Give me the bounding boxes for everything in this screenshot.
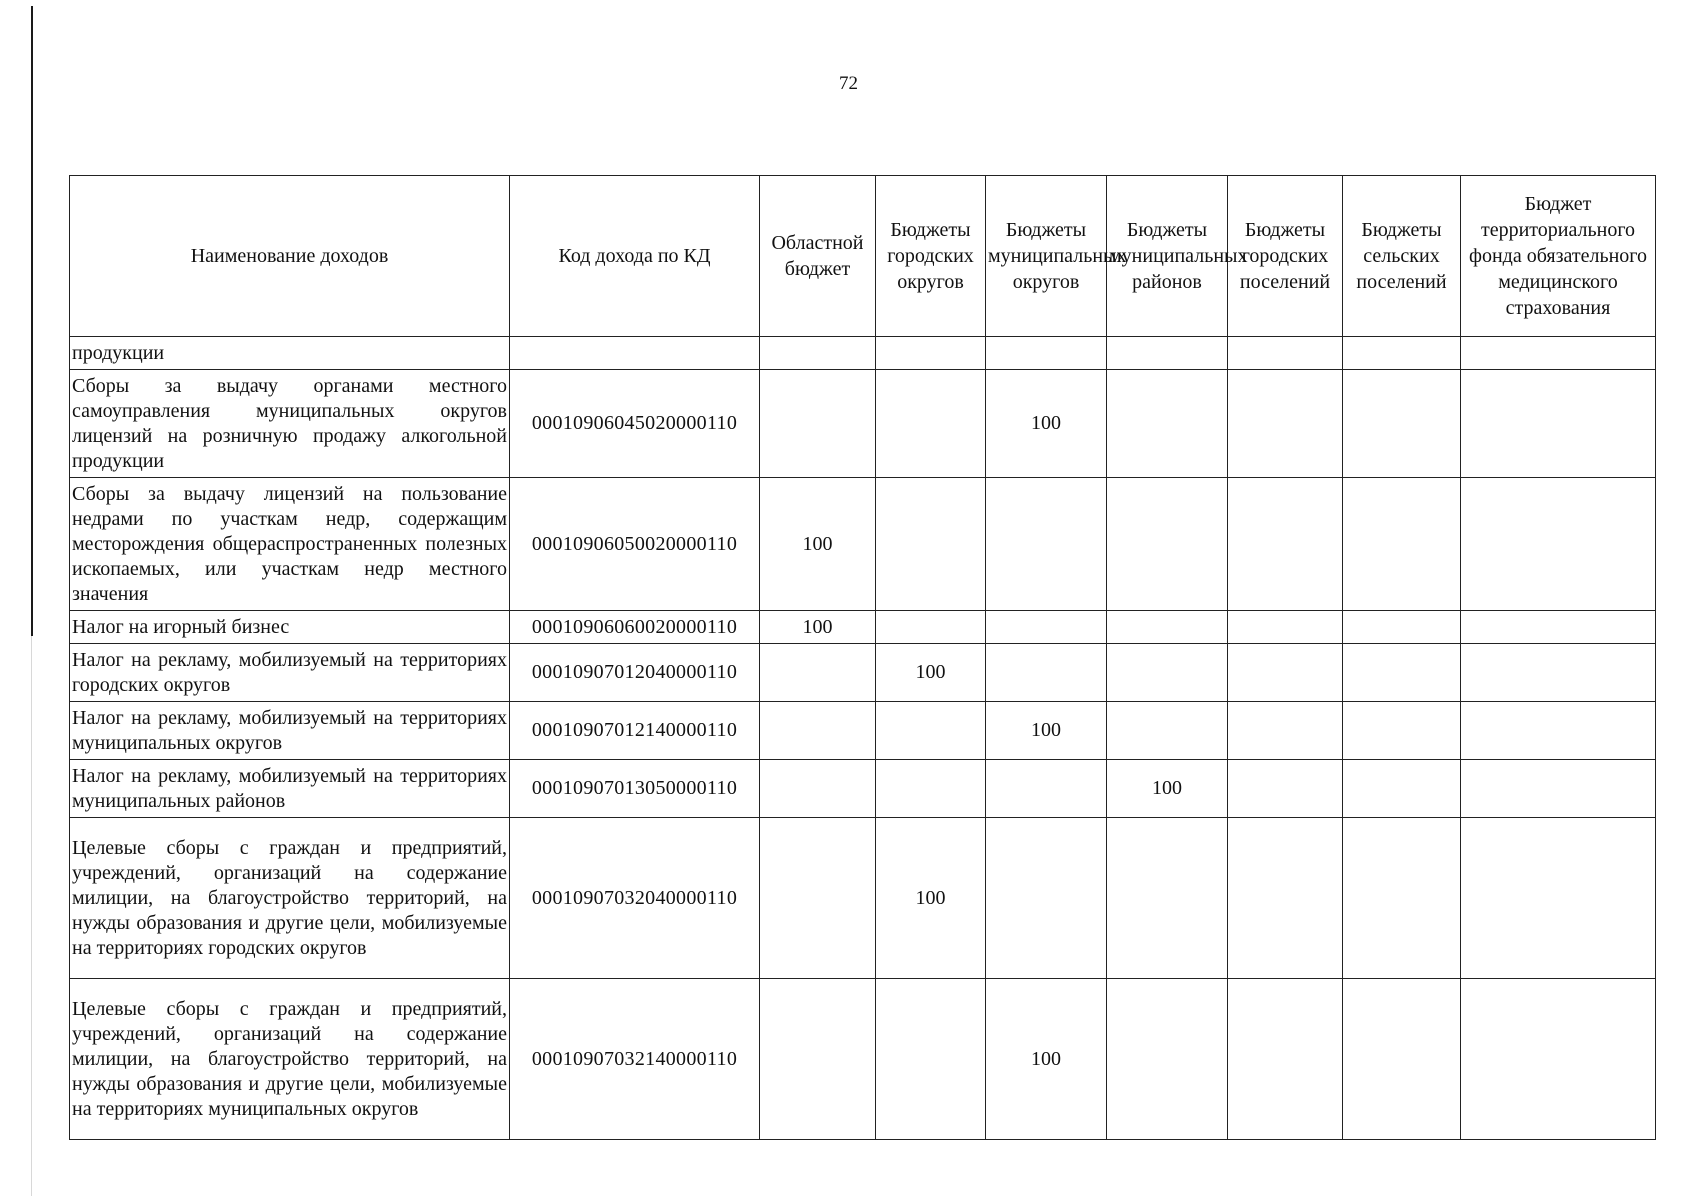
urban-districts-cell: 100	[876, 644, 986, 702]
municipal-districts-cell: 100	[986, 979, 1107, 1140]
rural-settlements-cell	[1343, 370, 1461, 478]
municipal-regions-cell: 100	[1107, 760, 1228, 818]
rural-settlements-cell	[1343, 478, 1461, 611]
table-row	[70, 370, 1656, 478]
urban-districts-cell	[876, 478, 986, 611]
urban-districts-cell	[876, 370, 986, 478]
revenue-code-cell: 00010907012040000110	[510, 644, 760, 702]
medical-fund-cell	[1461, 478, 1656, 611]
urban-districts-cell	[876, 611, 986, 644]
regional-budget-cell	[760, 337, 876, 370]
revenue-name-cell: Сборы за выдачу лицензий на пользование недрами по участкам недр, содержащим месторождения общераспространенных полезных ископаемых, или участкам недр местного значения	[70, 478, 510, 611]
header-revenue-name: Наименование доходов	[70, 176, 510, 337]
urban-districts-cell	[876, 979, 986, 1140]
header-urban-settlements: Бюджеты городских поселений	[1228, 176, 1343, 337]
revenue-distribution-table	[69, 175, 1656, 1140]
header-rural-settlements: Бюджеты сельских поселений	[1343, 176, 1461, 337]
regional-budget-cell: 100	[760, 611, 876, 644]
table-row	[70, 760, 1656, 818]
revenue-code-cell: 00010906050020000110	[510, 478, 760, 611]
rural-settlements-cell	[1343, 818, 1461, 979]
revenue-code-cell: 00010906060020000110	[510, 611, 760, 644]
page-number: 72	[839, 73, 858, 94]
urban-settlements-cell	[1228, 370, 1343, 478]
urban-settlements-cell	[1228, 760, 1343, 818]
table-row	[70, 337, 1656, 370]
medical-fund-cell	[1461, 760, 1656, 818]
medical-fund-cell	[1461, 818, 1656, 979]
urban-settlements-cell	[1228, 644, 1343, 702]
margin-line	[31, 6, 33, 636]
margin-line-faint	[31, 636, 32, 1196]
table-row	[70, 979, 1656, 1140]
municipal-districts-cell	[986, 337, 1107, 370]
revenue-code-cell: 00010907032040000110	[510, 818, 760, 979]
header-revenue-code: Код дохода по КД	[510, 176, 760, 337]
table-row	[70, 818, 1656, 979]
municipal-districts-cell	[986, 818, 1107, 979]
table-header-row	[70, 176, 1656, 337]
regional-budget-cell	[760, 979, 876, 1140]
municipal-districts-cell: 100	[986, 702, 1107, 760]
regional-budget-cell	[760, 818, 876, 979]
municipal-regions-cell	[1107, 818, 1228, 979]
revenue-name-cell: Сборы за выдачу органами местного самоуправления муниципальных округов лицензий на розничную продажу алкогольной продукции	[70, 370, 510, 478]
urban-settlements-cell	[1228, 611, 1343, 644]
municipal-regions-cell	[1107, 337, 1228, 370]
table-row	[70, 611, 1656, 644]
table-row	[70, 644, 1656, 702]
municipal-districts-cell	[986, 644, 1107, 702]
header-regional-budget: Областной бюджет	[760, 176, 876, 337]
medical-fund-cell	[1461, 611, 1656, 644]
revenue-name-cell: Налог на рекламу, мобилизуемый на территориях городских округов	[70, 644, 510, 702]
revenue-code-cell	[510, 337, 760, 370]
urban-settlements-cell	[1228, 702, 1343, 760]
municipal-districts-cell	[986, 611, 1107, 644]
municipal-districts-cell	[986, 478, 1107, 611]
urban-settlements-cell	[1228, 818, 1343, 979]
revenue-code-cell: 00010907012140000110	[510, 702, 760, 760]
rural-settlements-cell	[1343, 337, 1461, 370]
urban-settlements-cell	[1228, 478, 1343, 611]
revenue-name-cell: Налог на рекламу, мобилизуемый на территориях муниципальных округов	[70, 702, 510, 760]
municipal-regions-cell	[1107, 370, 1228, 478]
municipal-districts-cell: 100	[986, 370, 1107, 478]
header-medical-insurance-fund: Бюджет территориального фонда обязательного медицинского страхования	[1461, 176, 1656, 337]
medical-fund-cell	[1461, 979, 1656, 1140]
rural-settlements-cell	[1343, 611, 1461, 644]
revenue-name-cell: продукции	[70, 337, 510, 370]
urban-districts-cell	[876, 702, 986, 760]
revenue-name-cell: Налог на игорный бизнес	[70, 611, 510, 644]
header-urban-districts: Бюджеты городских округов	[876, 176, 986, 337]
municipal-districts-cell	[986, 760, 1107, 818]
rural-settlements-cell	[1343, 644, 1461, 702]
municipal-regions-cell	[1107, 702, 1228, 760]
header-municipal-regions: Бюджеты муниципальных районов	[1107, 176, 1228, 337]
regional-budget-cell: 100	[760, 478, 876, 611]
table-row	[70, 478, 1656, 611]
revenue-name-cell: Налог на рекламу, мобилизуемый на территориях муниципальных районов	[70, 760, 510, 818]
table-row	[70, 702, 1656, 760]
header-municipal-districts: Бюджеты муниципальных округов	[986, 176, 1107, 337]
regional-budget-cell	[760, 644, 876, 702]
urban-settlements-cell	[1228, 337, 1343, 370]
revenue-code-cell: 00010907013050000110	[510, 760, 760, 818]
municipal-regions-cell	[1107, 979, 1228, 1140]
revenue-name-cell: Целевые сборы с граждан и предприятий, учреждений, организаций на содержание милиции, на благоустройство территорий, на нужды образования и другие цели, мобилизуемые на территориях муниципальных округов	[70, 979, 510, 1140]
medical-fund-cell	[1461, 370, 1656, 478]
rural-settlements-cell	[1343, 979, 1461, 1140]
municipal-regions-cell	[1107, 611, 1228, 644]
revenue-code-cell: 00010906045020000110	[510, 370, 760, 478]
urban-settlements-cell	[1228, 979, 1343, 1140]
medical-fund-cell	[1461, 644, 1656, 702]
regional-budget-cell	[760, 370, 876, 478]
rural-settlements-cell	[1343, 702, 1461, 760]
municipal-regions-cell	[1107, 478, 1228, 611]
revenue-name-cell: Целевые сборы с граждан и предприятий, учреждений, организаций на содержание милиции, на благоустройство территорий, на нужды образования и другие цели, мобилизуемые на территориях городских округов	[70, 818, 510, 979]
urban-districts-cell	[876, 337, 986, 370]
municipal-regions-cell	[1107, 644, 1228, 702]
revenue-code-cell: 00010907032140000110	[510, 979, 760, 1140]
medical-fund-cell	[1461, 337, 1656, 370]
regional-budget-cell	[760, 702, 876, 760]
urban-districts-cell	[876, 760, 986, 818]
regional-budget-cell	[760, 760, 876, 818]
urban-districts-cell: 100	[876, 818, 986, 979]
rural-settlements-cell	[1343, 760, 1461, 818]
medical-fund-cell	[1461, 702, 1656, 760]
